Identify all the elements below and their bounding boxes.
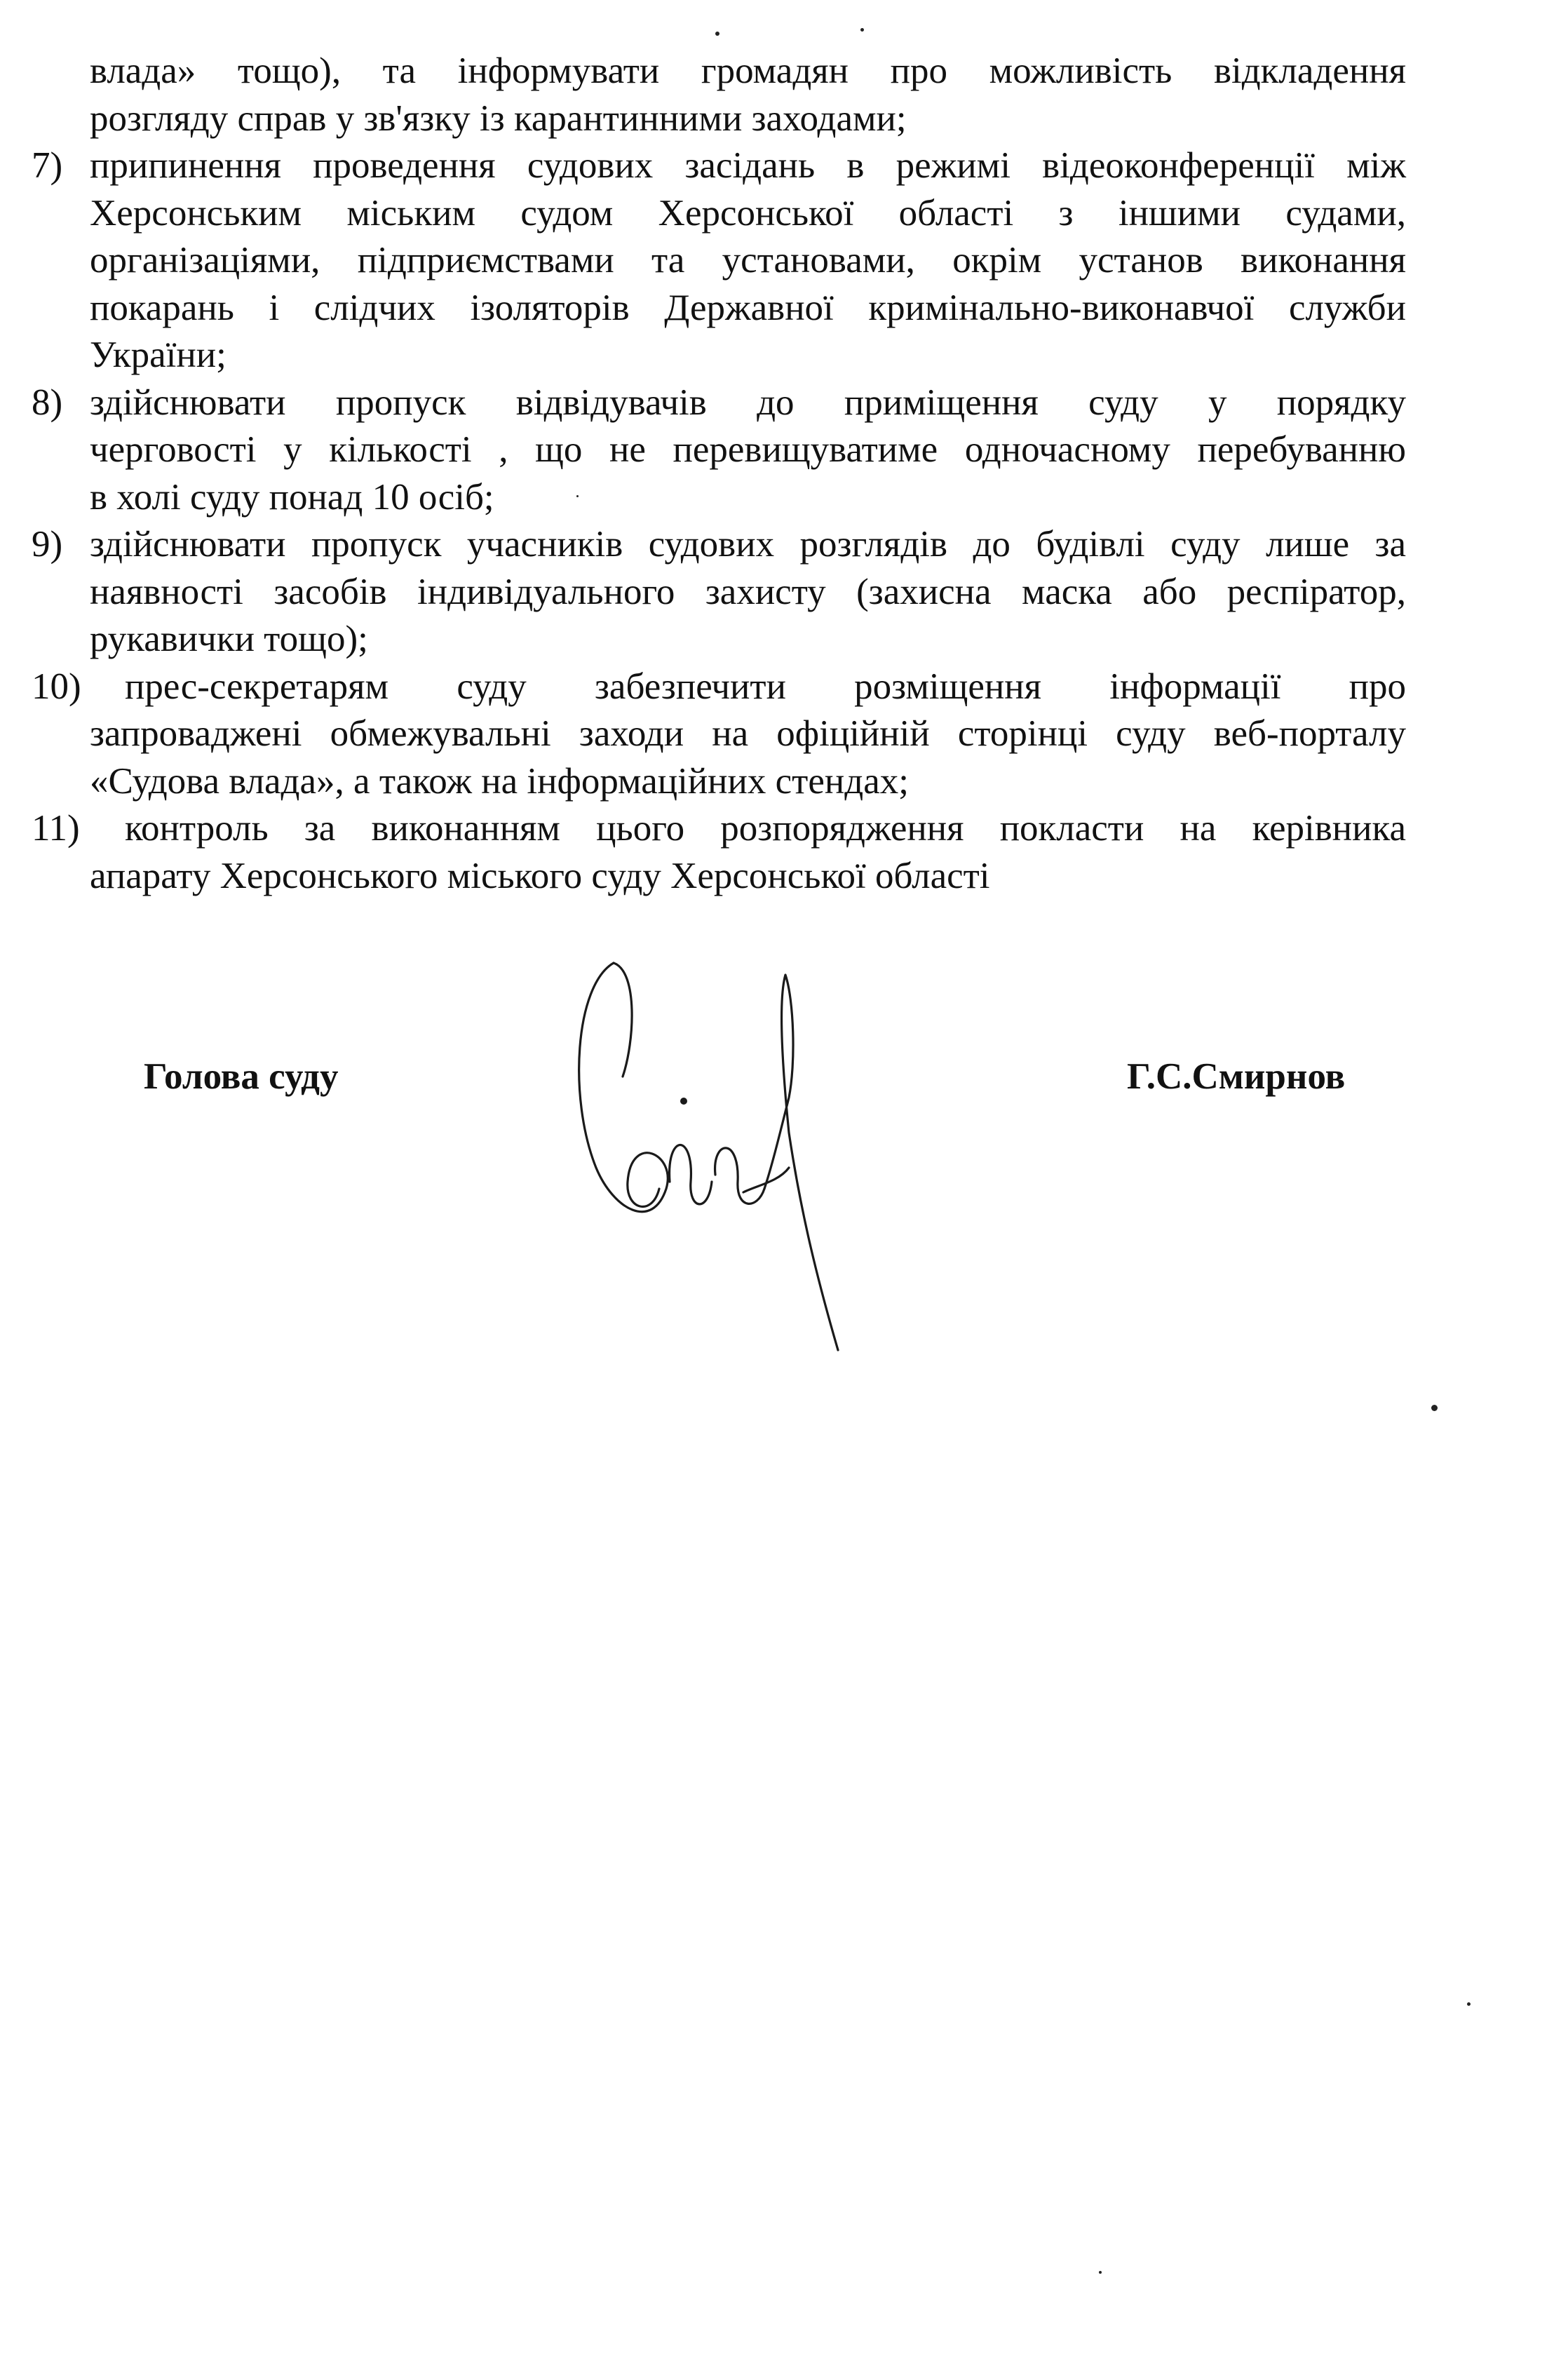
scan-speck xyxy=(576,495,579,497)
item-line: наявності засобів індивідуального захисту (захисна маска або респіратор, xyxy=(90,571,1406,612)
continuation-line-1: влада» тощо), та інформувати громадян про можливість відкладення xyxy=(90,50,1406,91)
item-line: прес-секретарям суду забезпечити розміщення інформації про xyxy=(125,666,1406,707)
item-line: здійснювати пропуск учасників судових розглядів до будівлі суду лише за xyxy=(90,524,1406,565)
item-line: покарань і слідчих ізоляторів Державної кримінально-виконавчої служби xyxy=(90,287,1406,328)
item-line: «Судова влада», а також на інформаційних стендах; xyxy=(90,760,909,802)
list-item-10 xyxy=(32,663,1406,806)
item-line: припинення проведення судових засідань в режимі відеоконференції між xyxy=(90,145,1406,186)
scan-speck xyxy=(1099,2271,1102,2274)
signatory-title: Голова суду xyxy=(144,1056,339,1097)
item-number: 10) xyxy=(32,666,81,707)
scan-speck xyxy=(715,32,719,36)
continuation-line-2: розгляду справ у зв'язку із карантинними заходами; xyxy=(90,97,907,139)
list-item-7 xyxy=(32,142,1406,379)
item-number: 9) xyxy=(32,524,63,565)
item-line: в холі суду понад 10 осіб; xyxy=(90,476,494,518)
handwritten-signature xyxy=(547,957,884,1378)
list-item-9 xyxy=(32,521,1406,663)
item-line: черговості у кількості , що не перевищуватиме одночасному перебуванню xyxy=(90,429,1406,470)
item-line: контроль за виконанням цього розпорядження покласти на керівника xyxy=(125,808,1406,849)
scan-speck xyxy=(860,28,864,32)
scan-speck xyxy=(1431,1405,1438,1411)
list-item-8 xyxy=(32,379,1406,522)
item-number: 8) xyxy=(32,382,63,423)
list-item-11 xyxy=(32,805,1406,900)
item-number: 11) xyxy=(32,808,80,849)
item-line: запроваджені обмежувальні заходи на офіційній сторінці суду веб-порталу xyxy=(90,713,1406,754)
item-number: 7) xyxy=(32,145,63,186)
item-line: Херсонським міським судом Херсонської області з іншими судами, xyxy=(90,192,1406,234)
signatory-name: Г.С.Смирнов xyxy=(1127,1056,1346,1097)
item-line: здійснювати пропуск відвідувачів до приміщення суду у порядку xyxy=(90,382,1406,423)
document-body xyxy=(32,48,1406,900)
item-line: України; xyxy=(90,335,227,375)
scan-speck xyxy=(1467,2002,1471,2006)
item-line: апарату Херсонського міського суду Херсонської області xyxy=(90,855,990,896)
item-line: організаціями, підприємствами та установами, окрім установ виконання xyxy=(90,240,1406,281)
item-line: рукавички тощо); xyxy=(90,619,368,659)
